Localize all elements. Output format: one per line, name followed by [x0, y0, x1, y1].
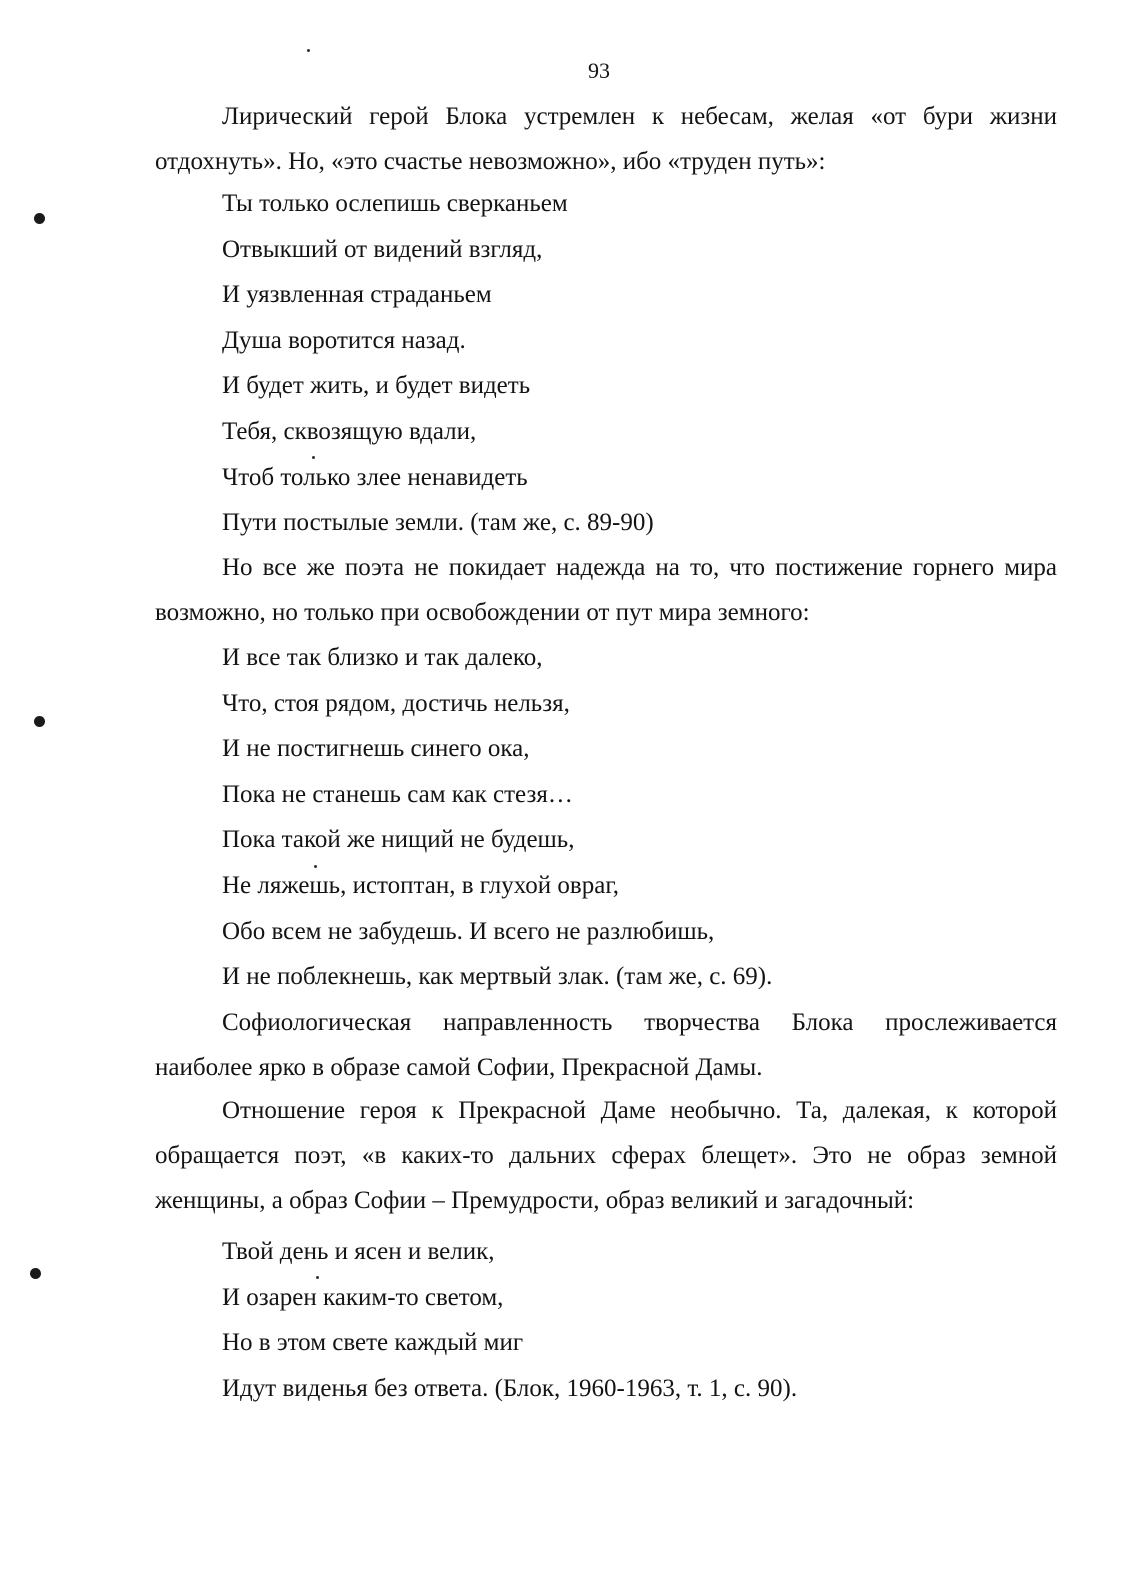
verse-line: Идут виденья без ответа. (Блок, 1960-1963, т. 1, с. 90).: [222, 1374, 798, 1402]
paragraph-line: обращается поэт, «в каких-то дальних сферах блещет». Это не образ земной: [155, 1142, 1057, 1169]
verse-quote-1: [222, 181, 654, 546]
verse-line: И озарен каким-то светом,: [222, 1283, 504, 1311]
paragraph-line: Отношение героя к Прекрасной Даме необычно. Та, далекая, к которой: [222, 1097, 1057, 1124]
verse-line: Пока не станешь сам как стезя…: [222, 780, 573, 808]
verse-line: Что, стоя рядом, достичь нельзя,: [222, 689, 570, 717]
paragraph-line: Софиологическая направленность творчества Блока прослеживается: [222, 1009, 1057, 1036]
punch-hole-mark: [30, 1268, 41, 1279]
verse-line: И все так близко и так далеко,: [222, 644, 543, 671]
paragraph-line: наиболее ярко в образе самой Софии, Прекрасной Дамы.: [155, 1054, 763, 1081]
verse-quote-2: [222, 635, 772, 1000]
paragraph-1: [155, 94, 1057, 184]
verse-line: Не ляжешь, истоптан, в глухой овраг,: [222, 871, 619, 899]
punch-hole-mark: [34, 716, 45, 727]
verse-line: Обо всем не забудешь. И всего не разлюбишь,: [222, 917, 715, 945]
paragraph-3: [155, 1000, 1057, 1090]
verse-line: Душа воротится назад.: [222, 326, 466, 354]
scan-speck: [314, 865, 317, 868]
verse-line: И не постигнешь синего ока,: [222, 735, 530, 763]
scan-speck: [312, 456, 315, 459]
verse-line: Тебя, сквозящую вдали,: [222, 417, 477, 445]
verse-line: И будет жить, и будет видеть: [222, 372, 531, 400]
scan-speck: [307, 49, 310, 52]
paragraph-line: мира возможно, но только при освобождении от пут мира земного:: [155, 554, 1058, 626]
verse-line: Чтоб только злее ненавидеть: [222, 463, 528, 491]
verse-line: Твой день и ясен и велик,: [222, 1238, 495, 1265]
verse-line: Пути постылые земли. (там же, с. 89-90): [222, 509, 654, 537]
verse-line: Ты только ослепишь сверканьем: [222, 190, 568, 217]
verse-line: И не поблекнешь, как мертвый злак. (там же, с. 69).: [222, 963, 773, 991]
page-number: 93: [588, 58, 610, 83]
scan-speck: [316, 1276, 319, 1279]
paragraph-line: Лирический герой Блока устремлен к небесам, желая «от бури жизни: [222, 103, 1057, 130]
verse-quote-3: [222, 1229, 797, 1411]
verse-line: Отвыкший от видений взгляд,: [222, 235, 543, 263]
punch-hole-mark: [34, 213, 45, 224]
paragraph-4: [155, 1088, 1057, 1223]
verse-line: И уязвленная страданьем: [222, 281, 492, 309]
paragraph-2: [155, 545, 1057, 635]
paragraph-line: Но все же поэта не покидает надежда на то, что постижение горнего: [222, 554, 995, 581]
paragraph-line: отдохнуть». Но, «это счастье невозможно», ибо «труден путь»:: [155, 148, 826, 175]
verse-line: Пока такой же нищий не будешь,: [222, 826, 575, 854]
verse-line: Но в этом свете каждый миг: [222, 1329, 524, 1357]
paragraph-line: женщины, а образ Софии – Премудрости, образ великий и загадочный:: [155, 1187, 915, 1214]
